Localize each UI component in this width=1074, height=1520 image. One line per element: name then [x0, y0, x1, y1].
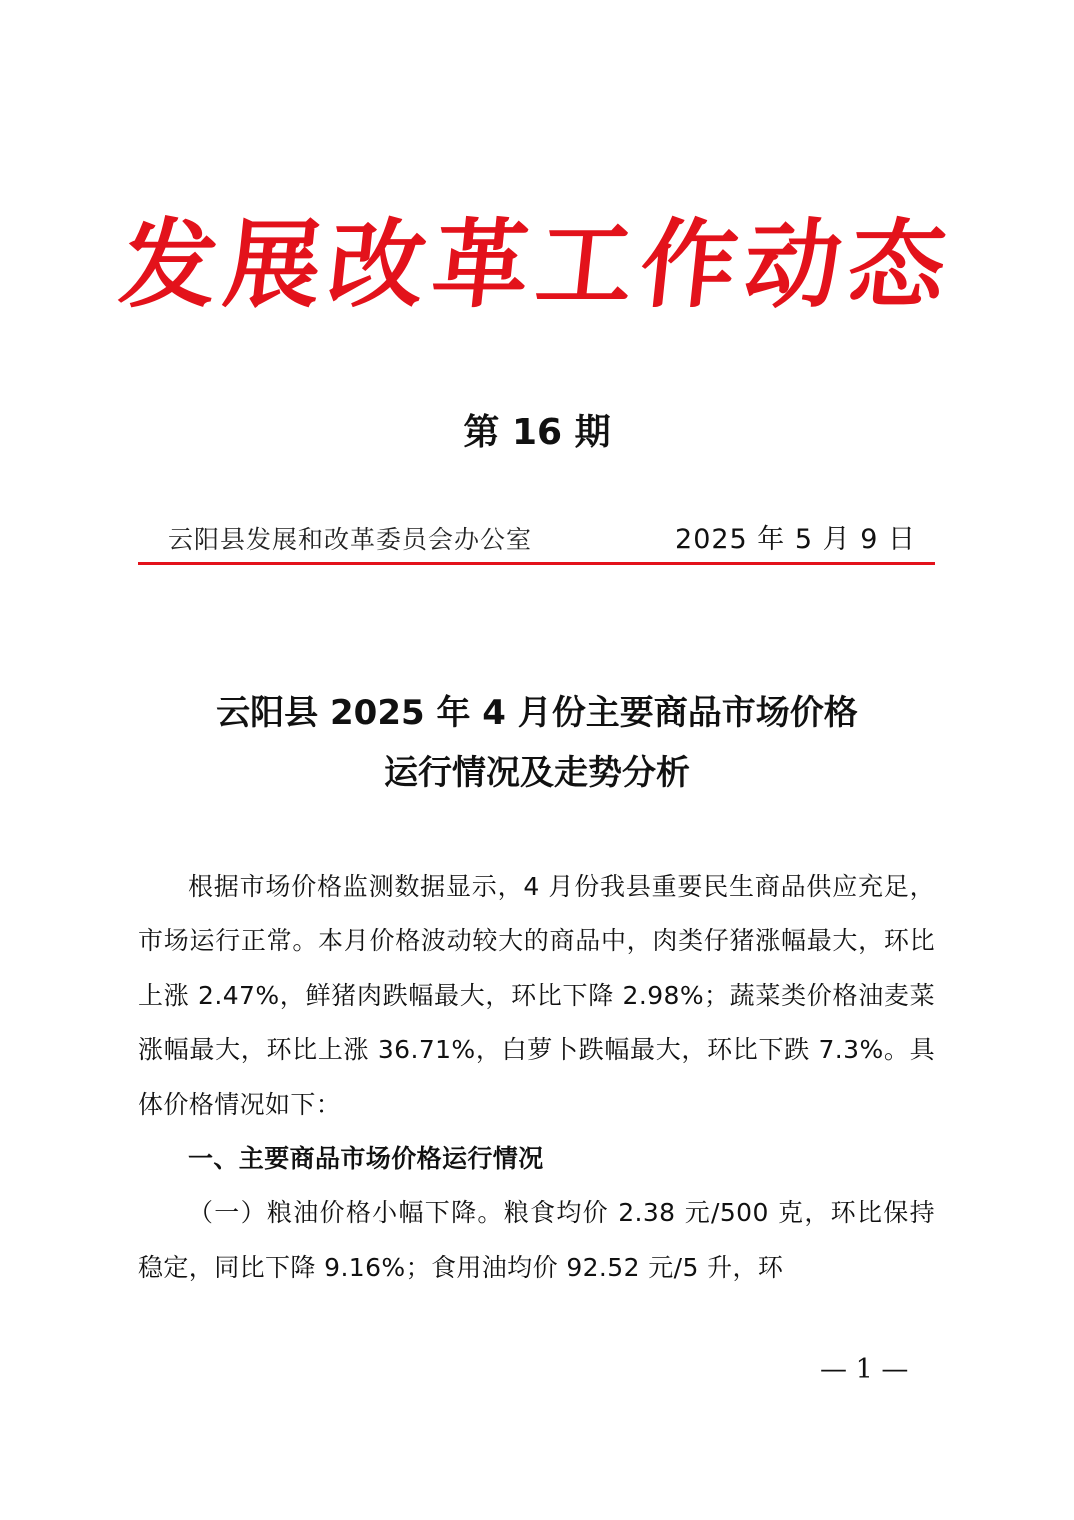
grain-oil-paragraph: （一）粮油价格小幅下降。粮食均价 2.38 元/500 克，环比保持稳定，同比下降 9.16%；食用油均价 92.52 元/5 升，环	[138, 1198, 935, 1282]
intro-paragraph: 根据市场价格监测数据显示，4 月份我县重要民生商品供应充足，市场运行正常。本月价格波动较大的商品中，肉类仔猪涨幅最大，环比上涨 2.47%，鲜猪肉跌幅最大，环比下降 2.98%；蔬菜类价格油麦菜涨幅最大，环比上涨 36.71%，白萝卜跌幅最大，环比下跌 7.3%。具体价格情况如下：	[138, 872, 935, 1119]
red-divider-line	[138, 562, 935, 565]
issuing-office: 云阳县发展和改革委员会办公室	[168, 525, 533, 554]
masthead-title: 发展改革工作动态	[115, 208, 959, 321]
article-title-line1: 云阳县 2025 年 4 月份主要商品市场价格	[216, 693, 858, 733]
section-heading: 一、主要商品市场价格运行情况	[188, 1144, 544, 1174]
article-body	[138, 860, 935, 1295]
article-title	[0, 683, 1074, 803]
article-title-line2: 运行情况及走势分析	[384, 753, 690, 793]
page-number: — 1 —	[820, 1354, 909, 1385]
issue-number: 第 16 期	[463, 412, 611, 453]
issue-date: 2025 年 5 月 9 日	[675, 524, 916, 555]
